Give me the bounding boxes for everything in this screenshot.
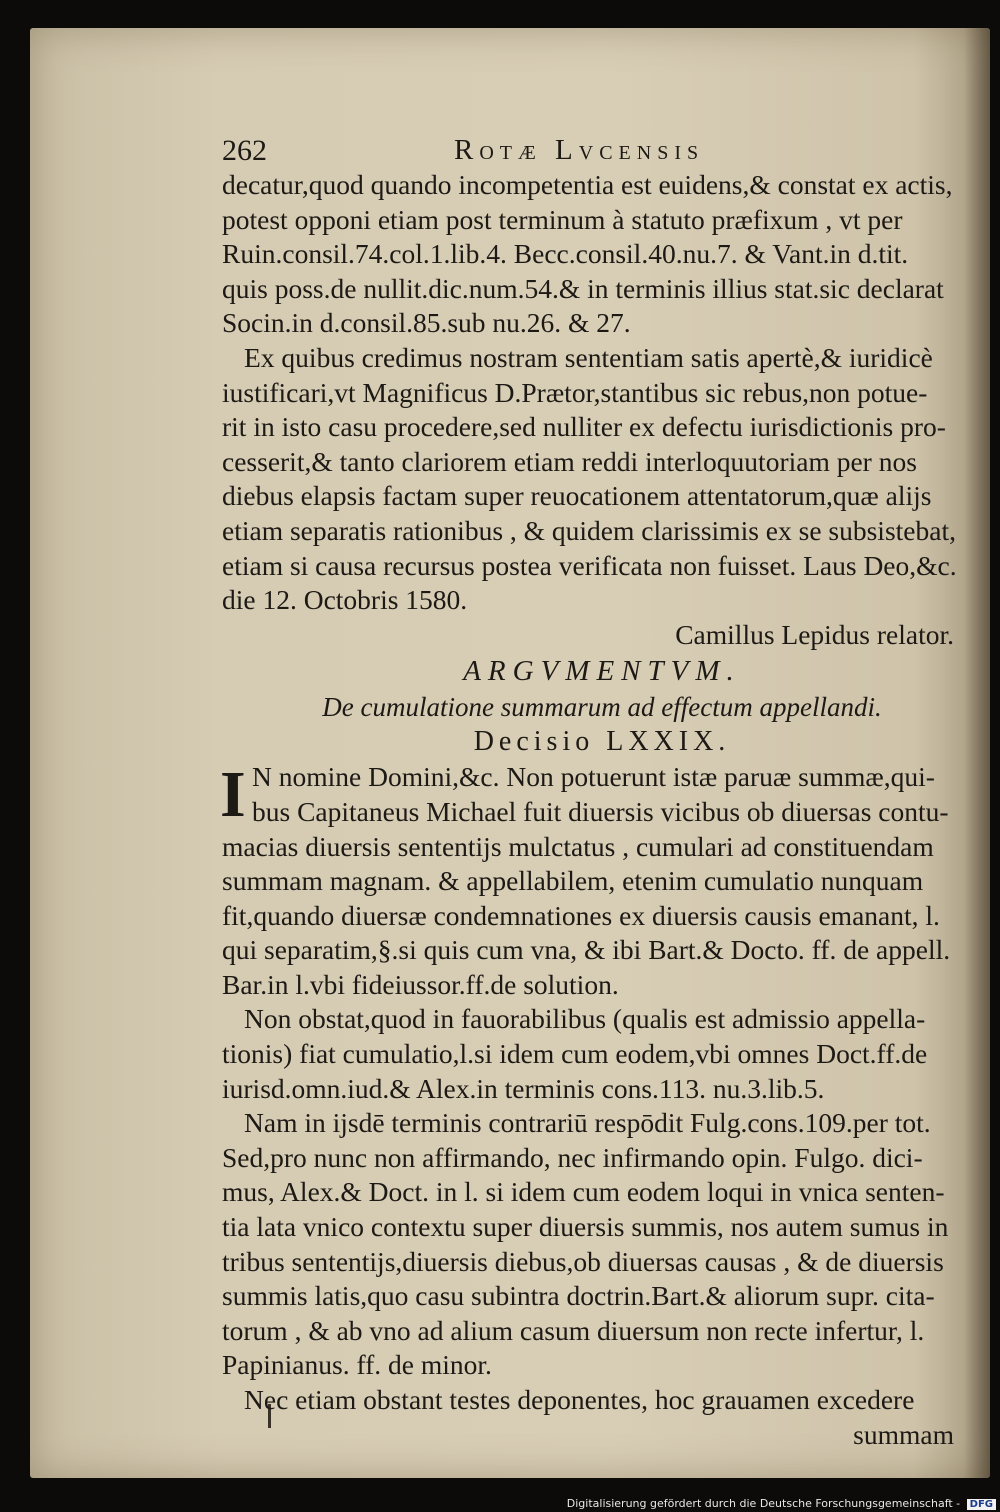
text-line: fit,quando diuersæ condemnationes ex diuersis causis emanant, l. xyxy=(222,899,940,931)
text-line: quis poss.de nullit.dic.num.54.& in terminis illius stat.sic declarat xyxy=(222,272,944,304)
text-line: Papinianus. ff. de minor. xyxy=(222,1349,492,1381)
book-page xyxy=(30,28,990,1478)
text-line: cesserit,& tanto clariorem etiam reddi interloquutoriam per nos xyxy=(222,445,917,477)
text-line: bus Capitaneus Michael fuit diuersis vicibus ob diuersas contu- xyxy=(252,795,949,827)
text-line: Bar.in l.vbi fideiussor.ff.de solution. xyxy=(222,968,619,1000)
text-line: qui separatim,§.si quis cum vna, & ibi Bart.& Docto. ff. de appell. xyxy=(222,934,951,966)
argumentum-heading: ARGVMENTVM. xyxy=(463,655,741,688)
text-line: torum , & ab vno ad alium casum diuersum non recte infertur, l. xyxy=(222,1314,925,1346)
dfg-logo: DFG xyxy=(967,1499,996,1510)
text-line: Sed,pro nunc non affirmando, nec infirmando opin. Fulgo. dici- xyxy=(222,1141,923,1173)
text-line: tribus sententijs,diuersis diebus,ob diuersas causas , & de diuersis xyxy=(222,1245,944,1277)
text-line: diebus elapsis factam super reuocationem attentatorum,quæ alijs xyxy=(222,480,932,512)
argumentum-summary: De cumulatione summarum ad effectum appellandi. xyxy=(322,692,882,723)
text-line: iustificari,vt Magnificus D.Prætor,stantibus sic rebus,non potue- xyxy=(222,376,928,408)
decisio-heading: Decisio LXXIX. xyxy=(473,726,731,758)
digitization-footer xyxy=(567,1497,996,1510)
text-line: Nec etiam obstant testes deponentes, hoc grauamen excedere xyxy=(244,1384,915,1415)
text-line: macias diuersis sententijs mulctatus , cumulari ad constituendam xyxy=(222,830,934,862)
page-text xyxy=(222,128,982,1452)
decision-paragraph xyxy=(220,758,982,832)
running-head: Rotæ Lvcensis xyxy=(454,134,705,166)
text-line: Non obstat,quod in fauorabilibus (qualis est admissio appella- xyxy=(244,1003,926,1035)
drop-cap: I xyxy=(220,758,246,832)
text-line: etiam si causa recursus postea verificata non fuisset. Laus Deo,&c. xyxy=(222,549,957,581)
text-line: tia lata vnico contextu super diuersis summis, nos autem sumus in xyxy=(222,1211,949,1243)
footer-credit: Digitalisierung gefördert durch die Deutsche Forschungsgemeinschaft - xyxy=(566,1497,961,1510)
page-number: 262 xyxy=(222,134,267,167)
text-line: mus, Alex.& Doct. in l. si idem cum eodem loqui in vnica senten- xyxy=(222,1176,945,1208)
signature: Camillus Lepidus relator. xyxy=(675,618,954,650)
text-line: etiam separatis rationibus , & quidem clarissimis ex se subsistebat, xyxy=(222,514,956,546)
text-line: Nam in ijsdē terminis contrariū respōdit Fulg.cons.109.per tot. xyxy=(244,1107,931,1139)
text-line: N nomine Domini,&c. Non potuerunt istæ paruæ summæ,qui- xyxy=(252,761,935,793)
page-header xyxy=(222,128,982,168)
text-line: tionis) fiat cumulatio,l.si idem cum eodem,vbi omnes Doct.ff.de xyxy=(222,1038,928,1070)
text-line: Ruin.consil.74.col.1.lib.4. Becc.consil.40.nu.7. & Vant.in d.tit. xyxy=(222,238,909,270)
text-line: iurisd.omn.iud.& Alex.in terminis cons.113. nu.3.lib.5. xyxy=(222,1072,825,1104)
text-line: Socin.in d.consil.85.sub nu.26. & 27. xyxy=(222,307,631,339)
text-line: summis latis,quo casu subintra doctrin.Bart.& aliorum supr. cita- xyxy=(222,1280,935,1312)
catchword: summam xyxy=(853,1418,954,1450)
text-line: Ex quibus credimus nostram sententiam satis apertè,& iuridicè xyxy=(244,341,933,373)
text-line: potest opponi etiam post terminum à statuto præfixum , vt per xyxy=(222,203,903,235)
text-line: rit in isto casu procedere,sed nulliter ex defectu iurisdictionis pro- xyxy=(222,411,946,443)
text-line: summam magnam. & appellabilem, etenim cumulatio nunquam xyxy=(222,865,924,897)
text-line: decatur,quod quando incompetentia est euidens,& constat ex actis, xyxy=(222,169,953,200)
text-line: die 12. Octobris 1580. xyxy=(222,584,468,616)
